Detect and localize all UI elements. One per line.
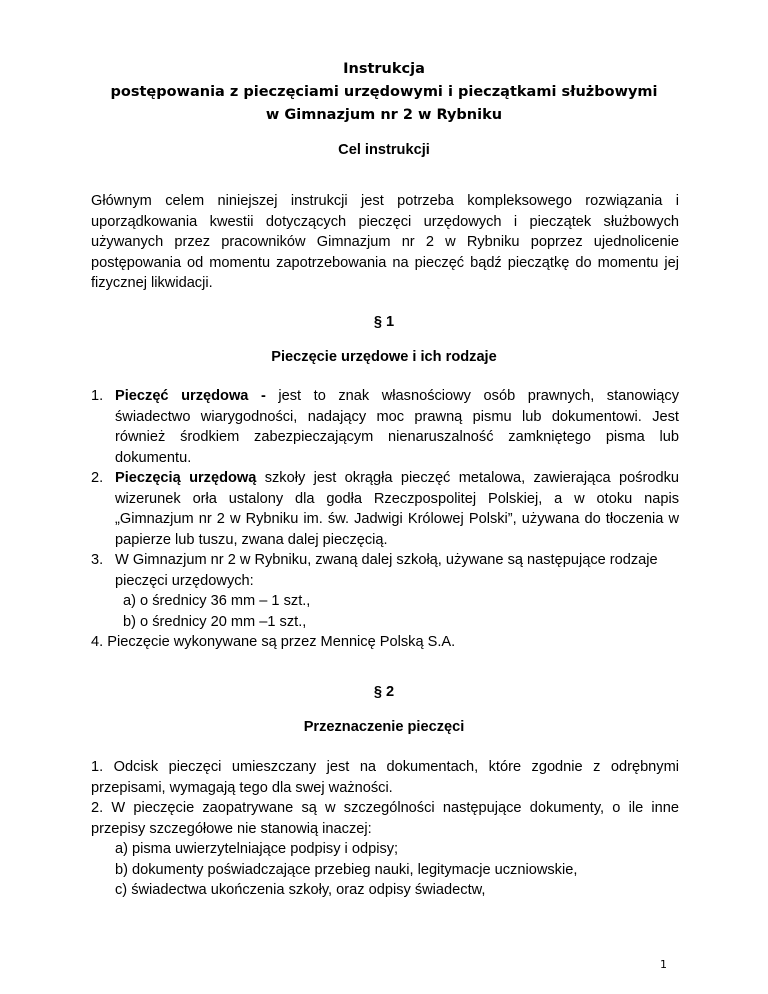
purpose-sub-item-b: b) dokumenty poświadczające przebieg nauki, legitymacje uczniowskie, [115, 861, 578, 878]
paragraph-number-1: § 1 [373, 314, 395, 330]
list-item-body [115, 468, 679, 550]
document-title-line-1: Instrukcja [343, 61, 425, 77]
list-item-text-line-2: pieczęci urzędowych: [115, 572, 254, 589]
list-item-number: 3. [91, 552, 104, 568]
document-title-line-2: postępowania z pieczęciami urzędowymi i pieczątkami służbowymi [110, 84, 658, 100]
page-number: 1 [660, 958, 667, 971]
purpose-paragraph-1-text: 1. Odcisk pieczęci umieszczany jest na dokumentach, które zgodnie z odrębnymi przepisami, wymagają tego dla swej ważności. [91, 759, 679, 796]
list-item-4: 4. Pieczęcie wykonywane są przez Mennicę Polską S.A. [91, 634, 456, 650]
paragraph-number-2: § 2 [373, 684, 395, 700]
goal-paragraph [91, 191, 679, 294]
bold-term: Pieczęcią urzędową [115, 470, 257, 486]
purpose-paragraph-1 [91, 757, 679, 798]
section-heading-seals: Pieczęcie urzędowe i ich rodzaje [271, 349, 497, 365]
list-item-text: szkoły jest okrągła pieczęć metalowa, zawierająca pośrodku wizerunek orła ustalony dla godła Rzeczpospolitej Polskiej, a w otoku napis „Gimnazjum nr 2 w Rybniku im. św. Jadwigi Królowej Polski”, używana do tłoczenia w papierze lub tuszu, zwana dalej pieczęcią. [115, 470, 679, 548]
section-heading-purpose: Przeznaczenie pieczęci [303, 719, 465, 735]
list-item-number: 1. [91, 388, 104, 404]
goal-paragraph-text: Głównym celem niniejszej instrukcji jest potrzeba kompleksowego rozwiązania i uporządkowania kwestii dotyczących pieczęci urzędowych i pieczątek służbowych używanych przez pracowników Gimnazjum nr 2 w Rybniku poprzez ujednolicenie postępowania od momentu zapotrzebowania na pieczęć bądź pieczątkę do momentu jej fizycznej likwidacji. [91, 193, 679, 291]
document-title-line-3: w Gimnazjum nr 2 w Rybniku [265, 107, 503, 123]
purpose-sub-item-a: a) pisma uwierzytelniające podpisy i odpisy; [115, 841, 399, 857]
section-heading-goal: Cel instrukcji [338, 142, 430, 158]
list-item-text: jest to znak własnościowy osób prawnych, stanowiący świadectwo wiarygodności, nadający moc prawną pismu lub dokumentowi. Jest również środkiem zabezpieczającym nienaruszalność zamkniętego pisma lub dokumentu. [115, 388, 679, 466]
bold-term: Pieczęć urzędowa - [115, 388, 266, 404]
purpose-sub-item-c: c) świadectwa ukończenia szkoły, oraz odpisy świadectw, [115, 882, 486, 898]
list-item-body [115, 386, 679, 468]
purpose-paragraph-2 [91, 798, 679, 839]
list-item-number: 2. [91, 470, 104, 486]
list-item-3 [91, 550, 679, 634]
purpose-paragraph-2-text: 2. W pieczęcie zaopatrywane są w szczególności następujące dokumenty, o ile inne przepisy szczegółowe nie stanowią inaczej: [91, 800, 679, 837]
sub-item-a: a) o średnicy 36 mm – 1 szt., [123, 593, 311, 609]
list-item-text-line-1: W Gimnazjum nr 2 w Rybniku, zwaną dalej szkołą, używane są następujące rodzaje [115, 552, 658, 568]
list-item-2 [91, 468, 679, 552]
sub-item-b: b) o średnicy 20 mm –1 szt., [123, 613, 307, 630]
list-item-1 [91, 386, 679, 470]
